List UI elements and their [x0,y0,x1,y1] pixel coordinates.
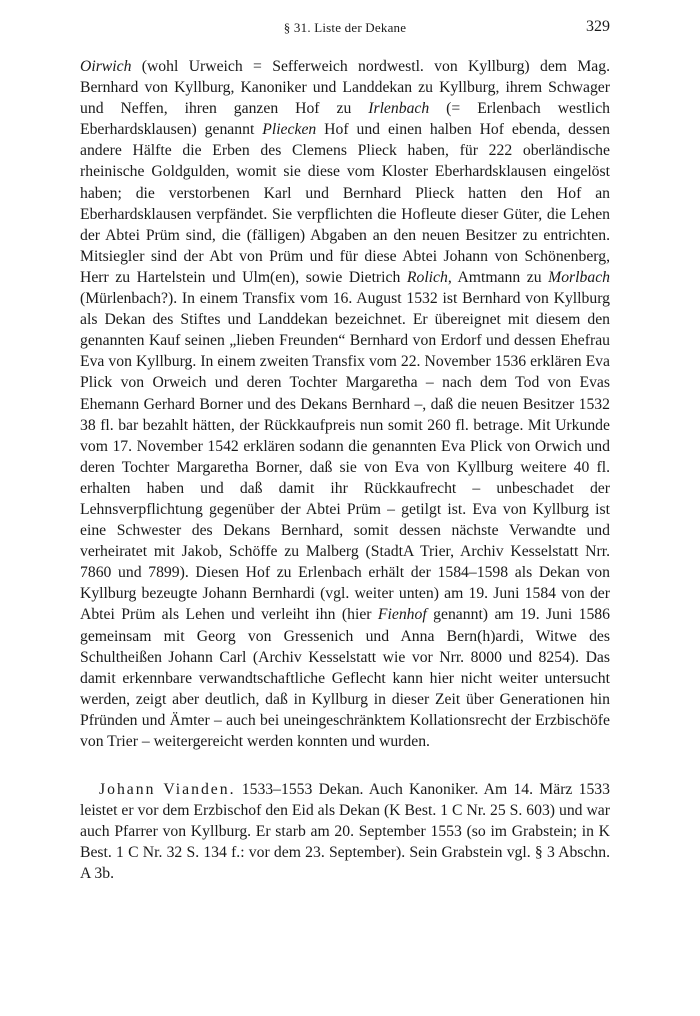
place-irlenbach: Irlenbach [368,100,430,118]
name-pliecken: Pliecken [262,121,317,139]
page-header [80,18,610,42]
term-fienhof: Fienhof [377,606,427,624]
running-head: § 31. Liste der Dekane [283,20,407,35]
text-segment: (wohl Urweich = Sefferweich nordwestl. von Kyllburg) dem Mag. Bernhard von Kyllburg, Kanoniker und Landdekan zu Kyllburg, ihrem Schwager und Neffen, ihren ganzen Hof zu [80,58,610,118]
body-text [80,56,610,885]
text-segment: (Mürlenbach?). In einem Transfix vom 16. August 1532 ist Bernhard von Kyllburg als Dekan des Stiftes und Landdekan bezeichnet. Er übereignet mit diesem den genannten Kauf seinen „lieben Freunden“ Bernhard von Erdorf und dessen Ehefrau Eva von Kyllburg. In einem zweiten Transfix vom 22. November 1536 erklären Eva Plick von Orweich und deren Tochter Margaretha – nach dem Tod von Evas Ehemann Gerhard Borner und des Dekans Bernhard –, daß die neuen Besitzer 1532 38 fl. bar bezahlt hätten, der Rückkaufpreis nun somit 260 fl. betrage. Mit Urkunde vom 17. November 1542 erklären sodann die genannten Eva Plick von Orwich und deren Tochter Margaretha Borner, daß sie von Eva von Kyllburg weitere 40 fl. erhalten haben und daß damit ihr Rückkaufrecht – unbeschadet der Lehnsverpflichtung gegenüber der Abtei Prüm – getilgt ist. Eva von Kyllburg ist eine Schwester des Dekans Bernhard, somit dessen nächste Verwandte und verheiratet mit Jakob, Schöffe zu Malberg (StadtA Trier, Archiv Kesselstatt Nrr. 7860 und 7899). Diesen Hof zu Erlenbach erhält der 1584–1598 als Dekan von Kyllburg bezeugte Johann Bernhardi (vgl. weiter unten) am 19. Juni 1584 von der Abtei Prüm als Lehen und verleiht ihn (hier [80,290,610,624]
entry-text: 1533–1553 Dekan. Auch Kanoniker. Am 14. März 1533 leistet er vor dem Erzbischof den Eid als Dekan (K Best. 1 C Nr. 25 S. 603) und war auch Pfarrer von Kyllburg. Er starb am 20. September 1553 (so im Grabstein; in K Best. 1 C Nr. 32 S. 134 f.: vor dem 23. September). Sein Grabstein vgl. § 3 Abschn. A 3b. [80,781,610,883]
entry-johann-vianden [80,779,610,884]
place-oirwich: Oirwich [80,58,132,75]
text-segment: , Amtmann zu [447,268,549,286]
place-morlbach: Morlbach [548,268,611,286]
entry-name: Johann Vianden. [99,781,236,799]
page-number: 329 [586,18,610,35]
paragraph-bernhard [80,56,610,752]
text-segment: (= Erlenbach westlich Eberhardsklausen) genannt [80,100,610,139]
text-segment: Hof und einen halben Hof ebenda, dessen andere Hälfte die Erben des Clemens Plieck haben, für 222 oberländische rheinische Goldgulden, womit sie diese vom Kloster Eberhardsklausen eingelöst haben; die verstorbenen Karl und Bernhard Plieck hatten den Hof an Eberhardsklausen verpfändet. Sie verpflichten die Hofleute dieser Güter, die Lehen der Abtei Prüm sind, die (fälligen) Abgaben an den neuen Besitzer zu entrichten. Mitsiegler sind der Abt von Prüm und für diese Abtei Johann von Schönenberg, Herr zu Hartelstein und Ulm(en), sowie Dietrich [80,121,610,286]
name-rolich: Rolich [406,268,448,286]
text-segment: genannt) am 19. Juni 1586 gemeinsam mit Georg von Gressenich und Anna Bern(h)ardi, Witwe des Schultheißen Johann Carl (Archiv Kesselstatt wie vor Nrr. 8000 und 8254). Das damit erkennbare verwandtschaftliche Geflecht kann hier nicht weiter untersucht werden, zeigt aber deutlich, daß in Kyllburg in dieser Zeit über Generationen hin Pfründen und Ämter – auch bei uneingeschränktem Kollationsrecht der Erzbischöfe von Trier – weitergereicht werden konnten und wurden. [80,606,610,750]
